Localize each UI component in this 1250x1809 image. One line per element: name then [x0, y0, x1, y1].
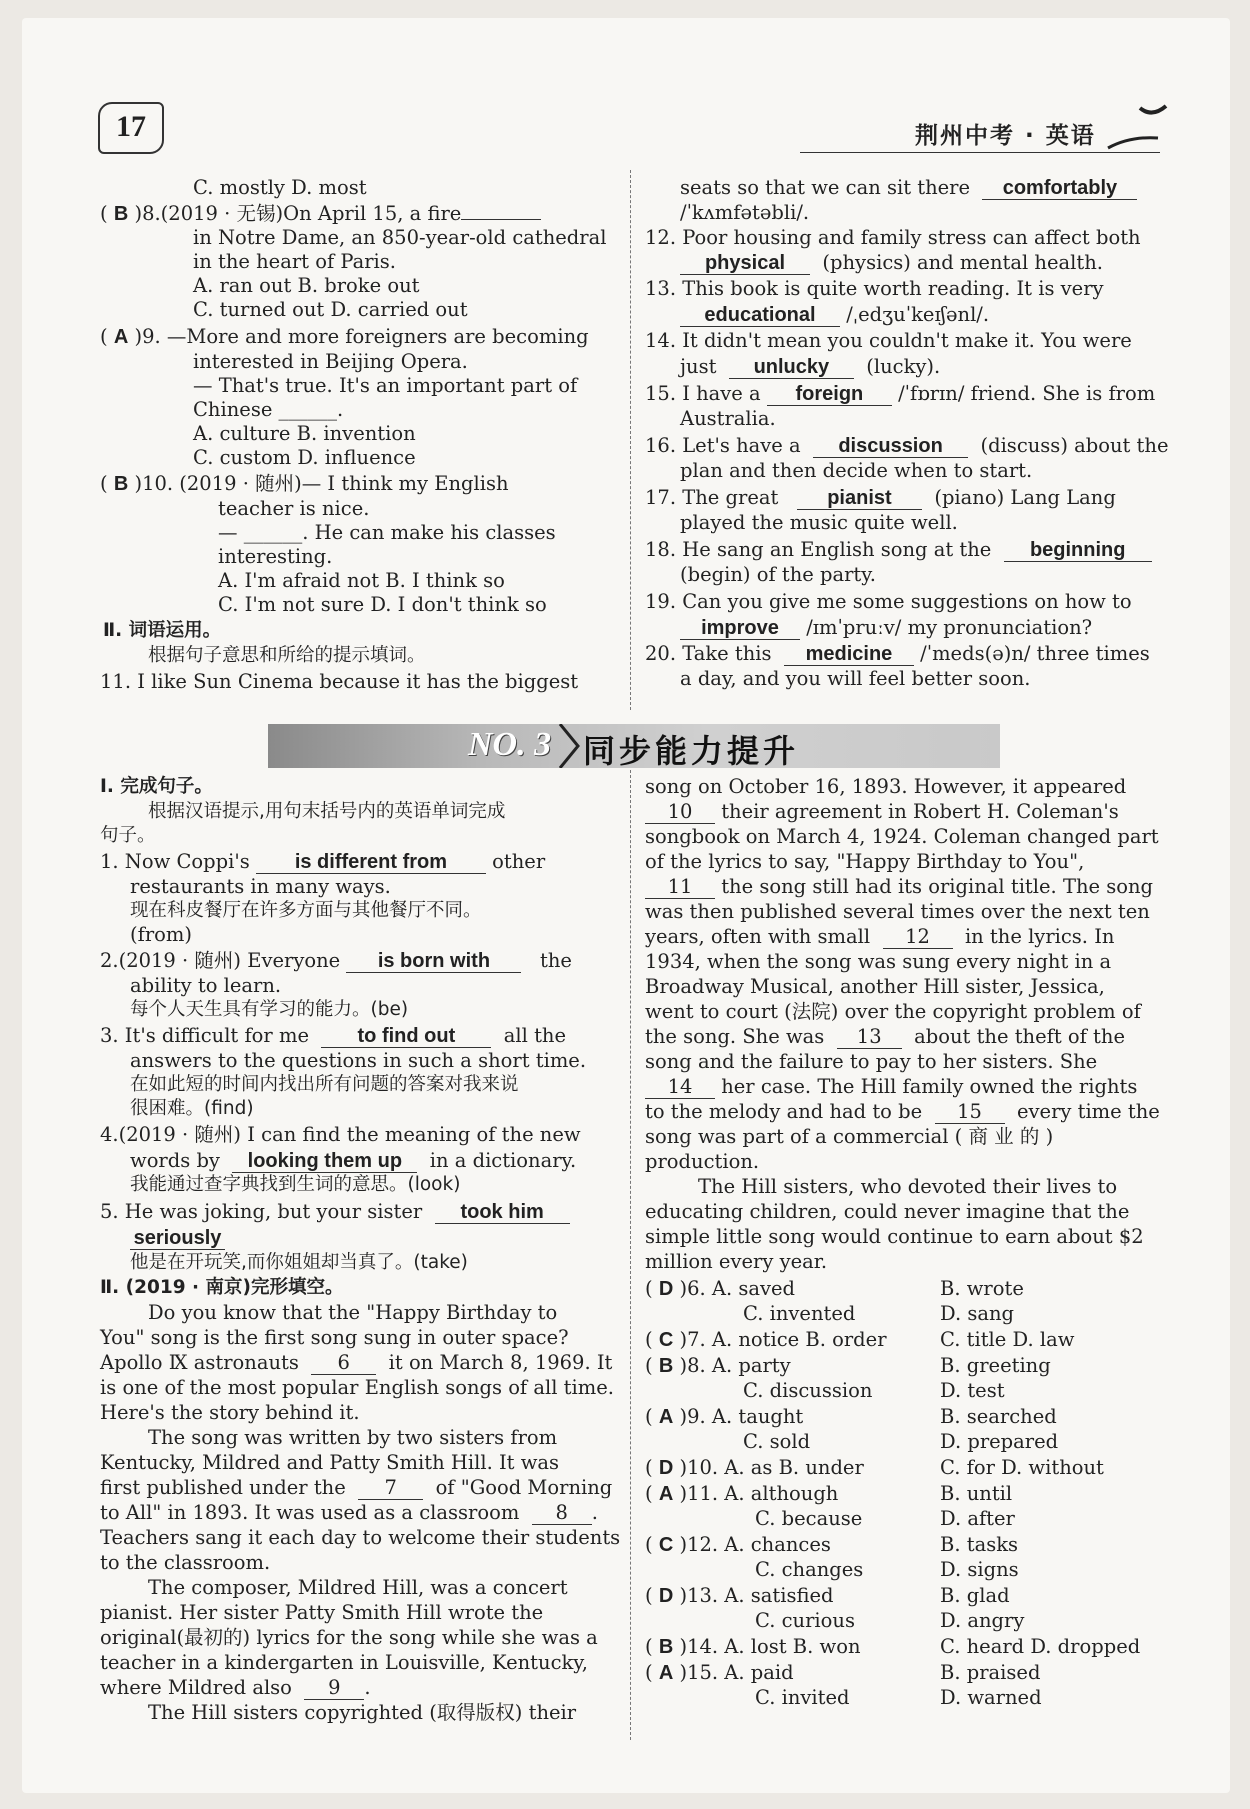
choice-13: ( D )13. A. satisfied — [645, 1584, 834, 1607]
answer-q10: B — [113, 473, 129, 495]
cloze-p11: to the classroom. — [100, 1551, 271, 1574]
section-1-title: Ⅰ. 完成句子。 — [100, 776, 213, 797]
answer-q13: educational — [680, 304, 840, 327]
banner-number: NO. 3 — [468, 726, 552, 763]
choice-10: ( D )10. A. as B. under — [645, 1456, 864, 1479]
column-divider-top — [630, 170, 631, 710]
q14-line2: just unlucky (lucky). — [680, 355, 941, 378]
q19-line: 19. Can you give me some suggestions on how to — [645, 590, 1132, 613]
cloze-p12: The composer, Mildred Hill, was a concert — [148, 1576, 568, 1599]
choice-12: ( C )12. A. chances — [645, 1533, 831, 1556]
choice-15-b: B. praised — [940, 1661, 1041, 1684]
blank-13: 13 — [837, 1026, 902, 1049]
s1-q5-l2 — [130, 1226, 225, 1250]
q18-line2: (begin) of the party. — [680, 563, 876, 586]
answer-c11: A — [658, 1483, 674, 1505]
blank-7: 7 — [358, 1477, 423, 1500]
cloze-r2: 10 their agreement in Robert H. Coleman's — [645, 800, 1119, 824]
q10-text3: — ______. He can make his classes — [218, 521, 556, 544]
q11-line: 11. I like Sun Cinema because it has the biggest — [100, 670, 579, 693]
answer-q19: improve — [680, 617, 800, 640]
q9-text3: — That's true. It's an important part of — [193, 374, 578, 397]
choice-12-d: D. signs — [940, 1558, 1019, 1581]
choice-6: ( D )6. A. saved — [645, 1277, 796, 1300]
banner-divider-icon — [558, 724, 580, 768]
answer-c7: C — [658, 1329, 674, 1351]
q9-text4: Chinese ______. — [193, 398, 344, 421]
choice-8-d: D. test — [940, 1379, 1005, 1402]
cloze-r8: 1934, when the song was sung every night in a — [645, 950, 1112, 973]
choice-12-c: C. changes — [755, 1558, 864, 1581]
s1-q1-l2: restaurants in many ways. — [130, 875, 391, 898]
answer-s1-q4: looking them up — [232, 1150, 417, 1173]
choice-13-d: D. angry — [940, 1609, 1025, 1632]
choice-7: ( C )7. A. notice B. order — [645, 1328, 887, 1351]
choice-9-b: B. searched — [940, 1405, 1057, 1428]
answer-c6: D — [658, 1278, 674, 1300]
answer-s1-q3: to find out — [321, 1025, 491, 1048]
answer-q14: unlucky — [729, 356, 854, 379]
choice-8-b: B. greeting — [940, 1354, 1051, 1377]
q8-opt-cd: C. turned out D. carried out — [193, 298, 468, 321]
q17-line: 17. The great pianist (piano) Lang Lang — [645, 486, 1116, 509]
choice-11-c: C. because — [755, 1507, 863, 1530]
choice-15-c: C. invited — [755, 1686, 850, 1709]
cloze-p14: original(最初的) lyrics for the song while she was a — [100, 1626, 598, 1649]
answer-c13: D — [658, 1585, 674, 1607]
blank-14: 14 — [645, 1076, 715, 1099]
q8-text2: in Notre Dame, an 850-year-old cathedral — [193, 226, 607, 249]
header-title: 荆州中考 · 英语 — [915, 123, 1096, 149]
choice-8-c: C. discussion — [743, 1379, 873, 1402]
choice-12-b: B. tasks — [940, 1533, 1019, 1556]
s1-q1: 1. Now Coppi's is different from other — [100, 850, 546, 873]
cloze-p2: You" song is the first song sung in outer space? — [100, 1326, 569, 1349]
cloze-r12: song and the failure to pay to her sisters. She — [645, 1050, 1098, 1073]
q17-line2: played the music quite well. — [680, 511, 958, 534]
s1-q5: 5. He was joking, but your sister took him — [100, 1200, 570, 1224]
answer-q12: physical — [680, 252, 810, 275]
cloze-p6: The song was written by two sisters from — [148, 1426, 558, 1449]
q8-opt-ab: A. ran out B. broke out — [193, 274, 420, 297]
page-number: 17 — [98, 102, 164, 154]
answer-q20: medicine — [784, 643, 914, 666]
choice-13-c: C. curious — [755, 1609, 855, 1632]
answer-c8: B — [658, 1355, 674, 1377]
choice-14-cd: C. heard D. dropped — [940, 1635, 1141, 1658]
choice-6-b: B. wrote — [940, 1277, 1024, 1300]
cloze-p7: Kentucky, Mildred and Patty Smith Hill. It was — [100, 1451, 560, 1474]
s1-q2-cn: 每个人天生具有学习的能力。(be) — [130, 999, 409, 1020]
q12-line2: physical (physics) and mental health. — [680, 251, 1103, 275]
q10-line: ( B )10. (2019 · 随州)— I think my English — [100, 472, 509, 495]
blank-9: 9 — [304, 1677, 364, 1700]
choice-8: ( B )8. A. party — [645, 1354, 791, 1377]
q9-line: ( A )9. —More and more foreigners are becoming — [100, 325, 589, 348]
section-2-instruction: 根据句子意思和所给的提示填词。 — [148, 645, 426, 666]
cloze-r4: of the lyrics to say, "Happy Birthday to You", — [645, 850, 1085, 873]
answer-c14: B — [658, 1636, 674, 1658]
cloze-r9: Broadway Musical, another Hill sister, Jessica, — [645, 975, 1105, 998]
cloze-p8: first published under the 7 of "Good Morning — [100, 1476, 613, 1499]
column-divider-bottom — [630, 770, 631, 1740]
q9-opt-ab: A. culture B. invention — [193, 422, 416, 445]
blank-11: 11 — [645, 876, 715, 899]
answer-q11: comfortably — [982, 177, 1137, 200]
blank-12: 12 — [883, 926, 953, 949]
cloze-r16: production. — [645, 1150, 760, 1173]
q11-phonetic: /ˈkʌmfətəbli/. — [680, 201, 810, 224]
cloze-r1: song on October 16, 1893. However, it appeared — [645, 775, 1127, 798]
blank-10: 10 — [645, 801, 715, 824]
choice-9-d: D. prepared — [940, 1430, 1059, 1453]
answer-q9: A — [113, 326, 129, 348]
choice-14: ( B )14. A. lost B. won — [645, 1635, 861, 1658]
cloze-p13: pianist. Her sister Patty Smith Hill wrote the — [100, 1601, 544, 1624]
choice-11-d: D. after — [940, 1507, 1015, 1530]
q11-cont: seats so that we can sit there comfortably — [680, 176, 1137, 200]
choice-11-b: B. until — [940, 1482, 1013, 1505]
cloze-r6: was then published several times over the next ten — [645, 900, 1150, 923]
cloze-r10: went to court (法院) over the copyright problem of — [645, 1000, 1141, 1023]
q13-line: 13. This book is quite worth reading. It is very — [645, 277, 1104, 300]
q7-options: C. mostly D. most — [193, 176, 367, 199]
choice-10-cd: C. for D. without — [940, 1456, 1104, 1479]
cloze-p1: Do you know that the "Happy Birthday to — [148, 1301, 558, 1324]
cloze-r5: 11 the song still had its original title. The song — [645, 875, 1153, 899]
q8-text3: in the heart of Paris. — [193, 250, 396, 273]
choice-13-b: B. glad — [940, 1584, 1010, 1607]
choice-15: ( A )15. A. paid — [645, 1661, 794, 1684]
cloze-r15: song was part of a commercial ( 商 业 的 ) — [645, 1125, 1054, 1148]
section-1-instruction-2: 句子。 — [100, 825, 156, 846]
s1-q5-cn: 他是在开玩笑,而你姐姐却当真了。(take) — [130, 1252, 468, 1273]
s1-q3-cn2: 很困难。(find) — [130, 1098, 254, 1119]
cloze-r11: the song. She was 13 about the theft of the — [645, 1025, 1125, 1048]
cloze-p4: is one of the most popular English songs of all time. — [100, 1376, 614, 1399]
q10-text4: interesting. — [218, 545, 333, 568]
cloze-r20: million every year. — [645, 1250, 828, 1273]
blank-8: 8 — [532, 1502, 592, 1525]
cloze-r17: The Hill sisters, who devoted their lives to — [698, 1175, 1118, 1198]
q15-line2: Australia. — [680, 407, 776, 430]
q12-line: 12. Poor housing and family stress can affect both — [645, 226, 1141, 249]
q16-line2: plan and then decide when to start. — [680, 459, 1033, 482]
cloze-p16: where Mildred also 9 . — [100, 1676, 371, 1699]
q19-line2: improve /ɪmˈpruːv/ my pronunciation? — [680, 616, 1092, 640]
q18-line: 18. He sang an English song at the beginning — [645, 538, 1152, 562]
s1-q4: 4.(2019 · 随州) I can find the meaning of the new — [100, 1123, 581, 1146]
q13-line2: educational /ˌedʒuˈkeɪʃənl/. — [680, 303, 989, 327]
q20-line2: a day, and you will feel better soon. — [680, 667, 1031, 690]
choice-6-c: C. invented — [743, 1302, 856, 1325]
q10-opt-cd: C. I'm not sure D. I don't think so — [218, 593, 547, 616]
answer-s1-q2: is born with — [346, 950, 521, 973]
cloze-r19: simple little song would continue to earn about $2 — [645, 1225, 1144, 1248]
s1-q3-l2: answers to the questions in such a short time. — [130, 1049, 587, 1072]
cloze-p3: Apollo Ⅸ astronauts 6 it on March 8, 1969. It — [100, 1351, 613, 1374]
cloze-p9: to All" in 1893. It was used as a classroom 8 . — [100, 1501, 598, 1524]
cloze-p10: Teachers sang it each day to welcome their students — [100, 1526, 621, 1549]
blank-15: 15 — [935, 1101, 1005, 1124]
s1-q2-l2: ability to learn. — [130, 974, 282, 997]
choice-9-c: C. sold — [743, 1430, 811, 1453]
answer-c12: C — [658, 1534, 674, 1556]
q8-line: ( B )8.(2019 · 无锡)On April 15, a fire — [100, 202, 541, 226]
answer-c10: D — [658, 1457, 674, 1479]
section-1-instruction: 根据汉语提示,用句末括号内的英语单词完成 — [148, 801, 506, 822]
answer-q17: pianist — [797, 487, 922, 510]
cloze-p17: The Hill sisters copyrighted (取得版权) their — [148, 1701, 577, 1724]
q20-line: 20. Take this medicine /ˈmeds(ə)n/ three times — [645, 642, 1150, 665]
answer-s1-q1: is different from — [256, 851, 486, 874]
q9-opt-cd: C. custom D. influence — [193, 446, 416, 469]
cloze-p5: Here's the story behind it. — [100, 1401, 360, 1424]
q16-line: 16. Let's have a discussion (discuss) about the — [645, 434, 1169, 457]
blank-6: 6 — [311, 1352, 376, 1375]
answer-c9: A — [658, 1406, 674, 1428]
q9-text2: interested in Beijing Opera. — [193, 350, 468, 373]
cloze-r7: years, often with small 12 in the lyrics. In — [645, 925, 1115, 948]
q14-line: 14. It didn't mean you couldn't make it. You were — [645, 329, 1132, 352]
section-2-title: Ⅱ. 词语运用。 — [103, 620, 222, 641]
answer-q8: B — [113, 203, 129, 225]
q15-line: 15. I have a foreign /ˈfɒrɪn/ friend. She is from — [645, 382, 1156, 405]
answer-q15: foreign — [767, 383, 892, 406]
s1-q2: 2.(2019 · 随州) Everyone is born with the — [100, 949, 572, 972]
cloze-r13: 14 her case. The Hill family owned the rights — [645, 1075, 1137, 1099]
banner-title: 同步能力提升 — [583, 732, 800, 770]
cloze-r14: to the melody and had to be 15 every time the — [645, 1100, 1160, 1123]
cloze-r18: educating children, could never imagine that the — [645, 1200, 1130, 1223]
s1-q4-l2: words by looking them up in a dictionary. — [130, 1149, 577, 1172]
answer-s1-q5b: seriously — [130, 1227, 225, 1250]
choice-15-d: D. warned — [940, 1686, 1042, 1709]
swoosh-icon — [1100, 96, 1170, 156]
q10-opt-ab: A. I'm afraid not B. I think so — [218, 569, 505, 592]
choice-11: ( A )11. A. although — [645, 1482, 839, 1505]
s1-q1-cn: 现在科皮餐厅在许多方面与其他餐厅不同。 — [130, 900, 482, 921]
s1-q3-cn: 在如此短的时间内找出所有问题的答案对我来说 — [130, 1074, 519, 1095]
answer-c15: A — [658, 1662, 674, 1684]
answer-q16: discussion — [813, 435, 968, 458]
s1-q1-hint: (from) — [130, 923, 192, 946]
section-cloze-title: Ⅱ. (2019 · 南京)完形填空。 — [100, 1277, 344, 1298]
section-banner — [268, 724, 1000, 768]
choice-9: ( A )9. A. taught — [645, 1405, 804, 1428]
s1-q3: 3. It's difficult for me to find out all the — [100, 1024, 567, 1047]
choice-6-d: D. sang — [940, 1302, 1015, 1325]
s1-q4-cn: 我能通过查字典找到生词的意思。(look) — [130, 1174, 461, 1195]
answer-q18: beginning — [1004, 539, 1152, 562]
cloze-r3: songbook on March 4, 1924. Coleman changed part — [645, 825, 1159, 848]
cloze-p15: teacher in a kindergarten in Louisville, Kentucky, — [100, 1651, 588, 1674]
q10-text2: teacher is nice. — [218, 497, 370, 520]
answer-s1-q5a: took him — [435, 1201, 570, 1224]
choice-7-cd: C. title D. law — [940, 1328, 1075, 1351]
